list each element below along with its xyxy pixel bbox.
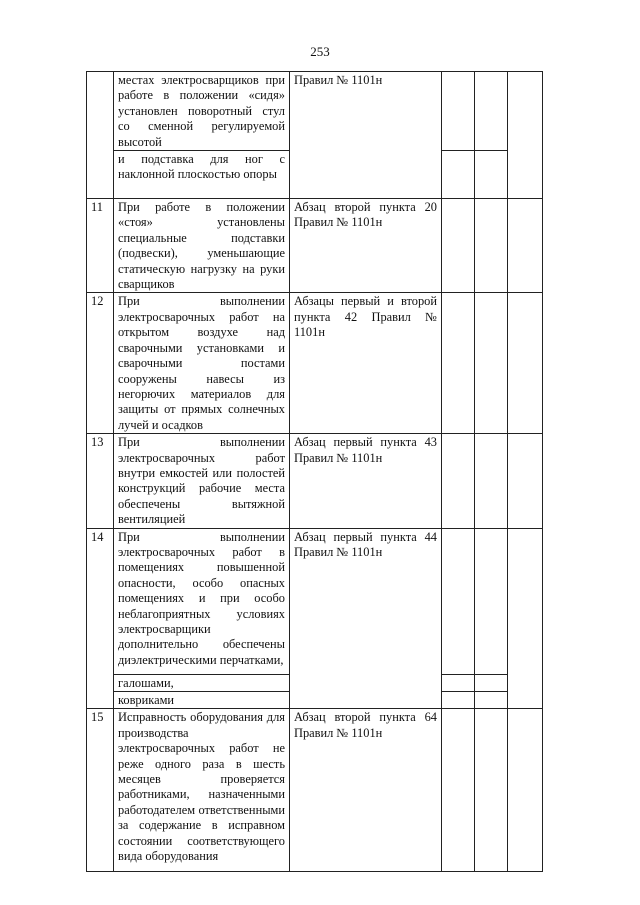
answer-no-cell	[475, 709, 508, 872]
requirement-cell: галошами,	[114, 674, 290, 691]
requirement-cell: ковриками	[114, 691, 290, 708]
answer-yes-cell	[442, 293, 475, 434]
answer-no-cell	[475, 528, 508, 674]
answer-yes-cell	[442, 199, 475, 293]
table-row	[87, 293, 543, 434]
answer-yes-cell	[442, 151, 475, 199]
answer-no-cell	[475, 72, 508, 151]
answer-no-cell	[475, 674, 508, 691]
row-number: 13	[87, 434, 114, 528]
table-row	[87, 528, 543, 674]
answer-yes-cell	[442, 709, 475, 872]
row-number: 14	[87, 528, 114, 709]
answer-no-cell	[475, 691, 508, 708]
requirement-cell: При выполнении электросварочных работ в помещениях повышенной опасности, особо опасных помещениях и при особо неблагоприятных условиях электросварщики дополнительно обеспечены диэлектрическими перчатками,	[114, 528, 290, 674]
row-number	[87, 72, 114, 199]
requirement-cell: При выполнении электросварочных работ на открытом воздухе над сварочными установками и сварочными постами сооружены навесы из негорючих материалов для защиты от прямых солнечных лучей и осадков	[114, 293, 290, 434]
reference-cell: Абзац второй пункта 20 Правил № 1101н	[290, 199, 442, 293]
reference-cell: Абзац первый пункта 44 Правил № 1101н	[290, 528, 442, 709]
requirement-cell: При выполнении электросварочных работ внутри емкостей или полостей конструкций рабочие места обеспечены вытяжной вентиляцией	[114, 434, 290, 528]
answer-no-cell	[475, 434, 508, 528]
table-row	[87, 709, 543, 872]
answer-no-cell	[475, 199, 508, 293]
answer-na-cell	[508, 72, 543, 199]
answer-na-cell	[508, 528, 543, 709]
table-row	[87, 199, 543, 293]
row-number: 15	[87, 709, 114, 872]
answer-yes-cell	[442, 691, 475, 708]
answer-no-cell	[475, 151, 508, 199]
checklist-table	[86, 71, 543, 872]
answer-na-cell	[508, 709, 543, 872]
page-number: 253	[310, 44, 330, 59]
answer-yes-cell	[442, 674, 475, 691]
reference-cell: Правил № 1101н	[290, 72, 442, 199]
answer-yes-cell	[442, 528, 475, 674]
answer-na-cell	[508, 434, 543, 528]
answer-yes-cell	[442, 434, 475, 528]
requirement-cell: Исправность оборудования для производства электросварочных работ не реже одного раза в шесть месяцев проверяется работниками, назначенными работодателем ответственными за содержание в исправном состоянии соответствующего вида оборудования	[114, 709, 290, 872]
reference-cell: Абзац первый пункта 43 Правил № 1101н	[290, 434, 442, 528]
reference-cell: Абзац второй пункта 64 Правил № 1101н	[290, 709, 442, 872]
row-number: 12	[87, 293, 114, 434]
table-row	[87, 72, 543, 151]
answer-yes-cell	[442, 72, 475, 151]
answer-no-cell	[475, 293, 508, 434]
requirement-cell: и подставка для ног с наклонной плоскостью опоры	[114, 151, 290, 199]
row-number: 11	[87, 199, 114, 293]
answer-na-cell	[508, 199, 543, 293]
requirement-cell: При работе в положении «стоя» установлены специальные подставки (подвески), уменьшающие статическую нагрузку на руки сварщиков	[114, 199, 290, 293]
reference-cell: Абзацы первый и второй пункта 42 Правил № 1101н	[290, 293, 442, 434]
table-row	[87, 434, 543, 528]
requirement-cell: местах электросварщиков при работе в положении «сидя» установлен поворотный стул со сменной регулируемой высотой	[114, 72, 290, 151]
answer-na-cell	[508, 293, 543, 434]
